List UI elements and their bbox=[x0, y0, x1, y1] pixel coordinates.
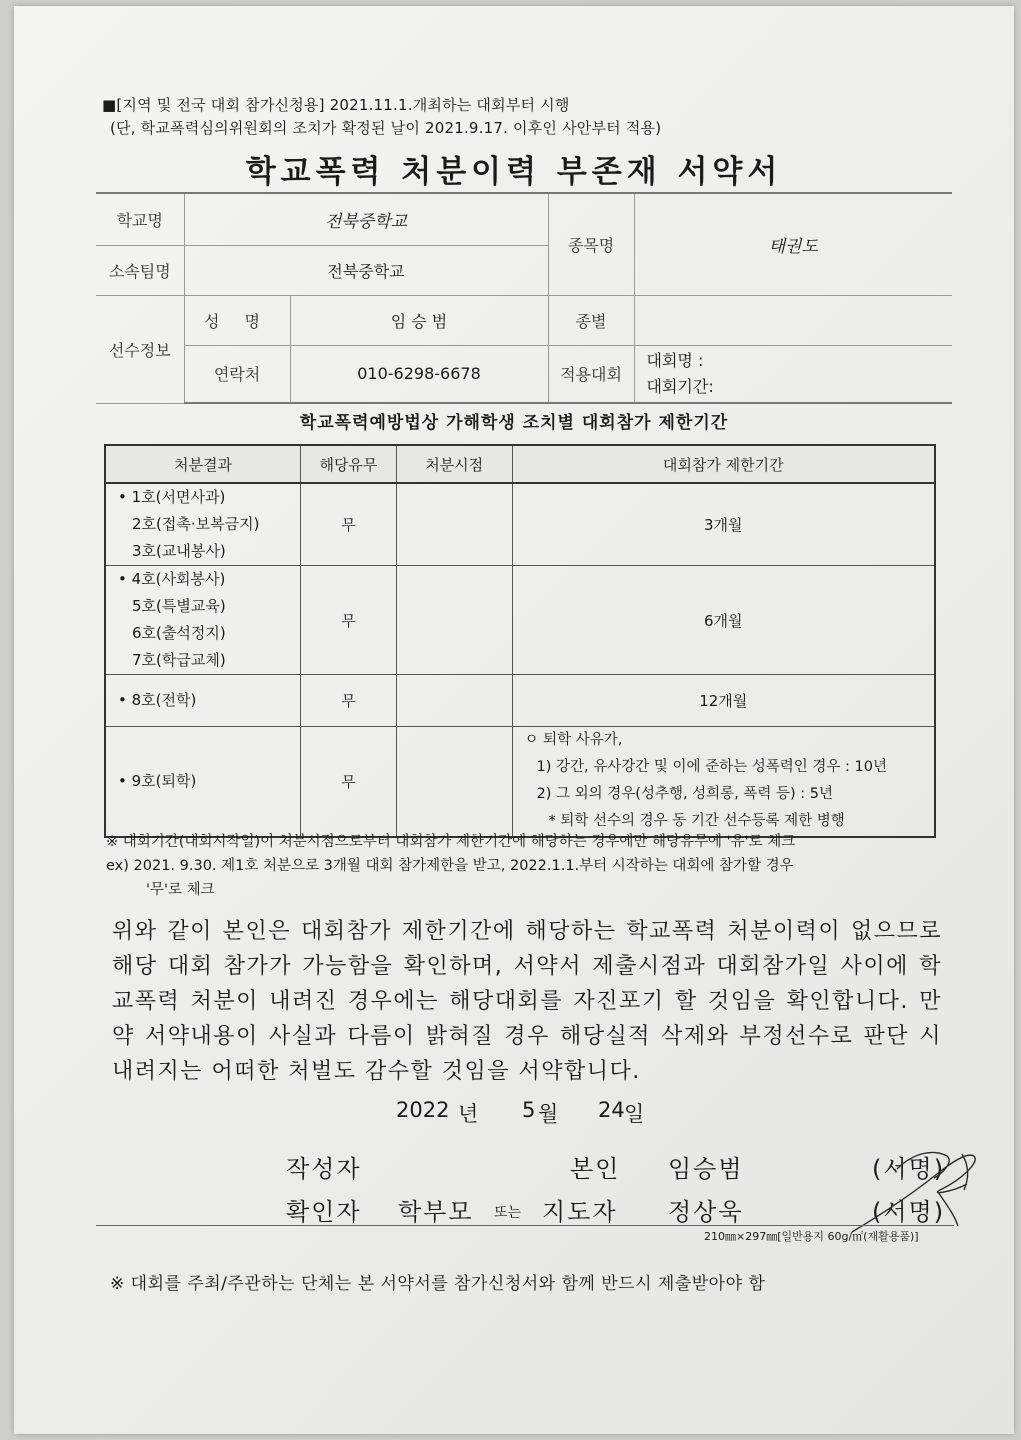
notice-line-2: (단, 학교폭력심의위원회의 조치가 확정된 날이 2021.9.17. 이후인 사안부터 적용) bbox=[110, 119, 662, 137]
footnote-2: ex) 2021. 9.30. 제1호 처분으로 3개월 대회 참가제한을 받고, 2022.1.1.부터 시작하는 대회에 참가할 경우 bbox=[106, 858, 794, 874]
event-details bbox=[634, 345, 952, 403]
period-cell: 6개월 bbox=[512, 566, 935, 675]
result-cell bbox=[105, 566, 301, 675]
gender-value bbox=[634, 295, 952, 345]
applicable-cell: 무 bbox=[301, 566, 397, 675]
paper-spec: 210㎜×297㎜[일반용지 60g/㎡(재활용품)] bbox=[704, 1230, 919, 1243]
team-label: 소속팀명 bbox=[96, 245, 184, 295]
result-item: 5호(특별교육) bbox=[132, 597, 226, 615]
footnote-1: ※ 대회기간(대회시작일)이 처분시점으로부터 대회참가 제한기간에 해당하는 경우에만 해당유무에 '유'로 체크 bbox=[106, 834, 796, 850]
writer-sign-label: (서명) bbox=[872, 1155, 946, 1183]
player-info-label: 선수정보 bbox=[96, 295, 184, 403]
confirm-name: 정상욱 bbox=[668, 1198, 744, 1226]
document-title: 학교폭력 처분이력 부존재 서약서 bbox=[245, 154, 783, 190]
writer-label: 작성자 bbox=[286, 1155, 362, 1183]
event-period-label: 대회기간: bbox=[646, 376, 714, 396]
header-time: 처분시점 bbox=[396, 445, 512, 483]
contact-label: 연락처 bbox=[184, 345, 290, 403]
self-label: 본인 bbox=[570, 1155, 621, 1183]
period-cell: 12개월 bbox=[512, 675, 935, 727]
period-cell: 3개월 bbox=[512, 483, 935, 566]
result-item: 6호(출석정지) bbox=[132, 624, 226, 642]
time-cell bbox=[396, 483, 512, 566]
event-label: 적용대회 bbox=[548, 345, 634, 403]
player-info-table bbox=[96, 192, 952, 404]
gender-label: 종별 bbox=[548, 295, 634, 345]
date-year-unit: 년 bbox=[458, 1102, 479, 1126]
reason-line: ㅇ 퇴학 사유가, bbox=[524, 732, 623, 749]
school-label: 학교명 bbox=[96, 193, 184, 245]
header-result: 처분결과 bbox=[105, 445, 301, 483]
date-month: 5 bbox=[522, 1098, 536, 1122]
restriction-subtitle: 학교폭력예방법상 가해학생 조치별 대회참가 제한기간 bbox=[299, 413, 729, 433]
result-item: 7호(학급교체) bbox=[132, 651, 226, 669]
footnote-3: '무'로 체크 bbox=[146, 882, 215, 898]
table-row bbox=[105, 675, 935, 727]
time-cell bbox=[396, 566, 512, 675]
result-item: • 4호(사회봉사) bbox=[118, 570, 226, 588]
expulsion-reason-cell bbox=[512, 727, 935, 837]
or-label: 또는 bbox=[494, 1205, 522, 1221]
name-label: 성 명 bbox=[184, 295, 290, 345]
pledge-document bbox=[14, 6, 1014, 1434]
header-applicable: 해당유무 bbox=[301, 445, 397, 483]
reason-line: * 퇴학 선수의 경우 동 기간 선수등록 제한 병행 bbox=[548, 813, 845, 830]
time-cell bbox=[396, 675, 512, 727]
confirm-sign-label: (서명) bbox=[872, 1198, 946, 1226]
date-day: 24 bbox=[598, 1098, 625, 1122]
event-name-label: 대회명 : bbox=[646, 350, 704, 370]
result-item: 3호(교내봉사) bbox=[132, 542, 226, 560]
table-row bbox=[105, 566, 935, 675]
name-value: 임 승 범 bbox=[290, 295, 548, 345]
restriction-table bbox=[104, 444, 936, 838]
pledge-text: 위와 같이 본인은 대회참가 제한기간에 해당하는 학교폭력 처분이력이 없으므로 해당 대회 참가가 가능함을 확인하며, 서약서 제출시점과 대회참가일 사이에 학교폭력 처분이 내려진 경우에는 해당대회를 자진포기 할 것임을 확인합니다. 만약 서약내용이 사실과 다름이 밝혀질 경우 해당실적 삭제와 부정선수로 판단 시 내려지는 어떠한 처벌도 감수할 것임을 서약합니다. bbox=[112, 919, 942, 1084]
applicable-cell: 무 bbox=[301, 675, 397, 727]
result-item: • 8호(전학) bbox=[118, 691, 197, 709]
time-cell bbox=[396, 727, 512, 837]
result-cell bbox=[105, 727, 301, 837]
writer-name: 임승범 bbox=[668, 1155, 744, 1183]
bottom-note: ※ 대회를 주최/주관하는 단체는 본 서약서를 참가신청서와 함께 반드시 제출받아야 함 bbox=[110, 1274, 766, 1294]
result-item: • 1호(서면사과) bbox=[118, 488, 226, 506]
notice-line-1: ■[지역 및 전국 대회 참가신청용] 2021.11.1.개최하는 대회부터 시행 bbox=[102, 96, 570, 114]
confirm-label: 확인자 bbox=[286, 1198, 362, 1226]
team-value: 전북중학교 bbox=[184, 245, 548, 295]
sport-value: 태권도 bbox=[634, 193, 952, 295]
table-row bbox=[105, 483, 935, 566]
result-item: • 9호(퇴학) bbox=[118, 771, 197, 790]
header-period: 대회참가 제한기간 bbox=[512, 445, 935, 483]
sport-label: 종목명 bbox=[548, 193, 634, 295]
result-item: 2호(접촉·보복금지) bbox=[132, 515, 260, 533]
contact-value: 010-6298-6678 bbox=[290, 345, 548, 403]
coach-label: 지도자 bbox=[542, 1198, 618, 1226]
date-day-unit: 일 bbox=[624, 1102, 645, 1126]
reason-line: 1) 강간, 유사강간 및 이에 준하는 성폭력인 경우 : 10년 bbox=[536, 759, 887, 776]
divider bbox=[96, 1225, 954, 1226]
reason-line: 2) 그 외의 경우(성추행, 성희롱, 폭력 등) : 5년 bbox=[536, 786, 834, 803]
result-cell bbox=[105, 483, 301, 566]
date-month-unit: 월 bbox=[538, 1102, 559, 1126]
parent-label: 학부모 bbox=[398, 1198, 474, 1226]
date-year: 2022 bbox=[396, 1098, 450, 1122]
table-row bbox=[105, 727, 935, 837]
result-cell bbox=[105, 675, 301, 727]
applicable-cell: 무 bbox=[301, 483, 397, 566]
school-value: 전북중학교 bbox=[184, 193, 548, 245]
applicable-cell: 무 bbox=[301, 727, 397, 837]
